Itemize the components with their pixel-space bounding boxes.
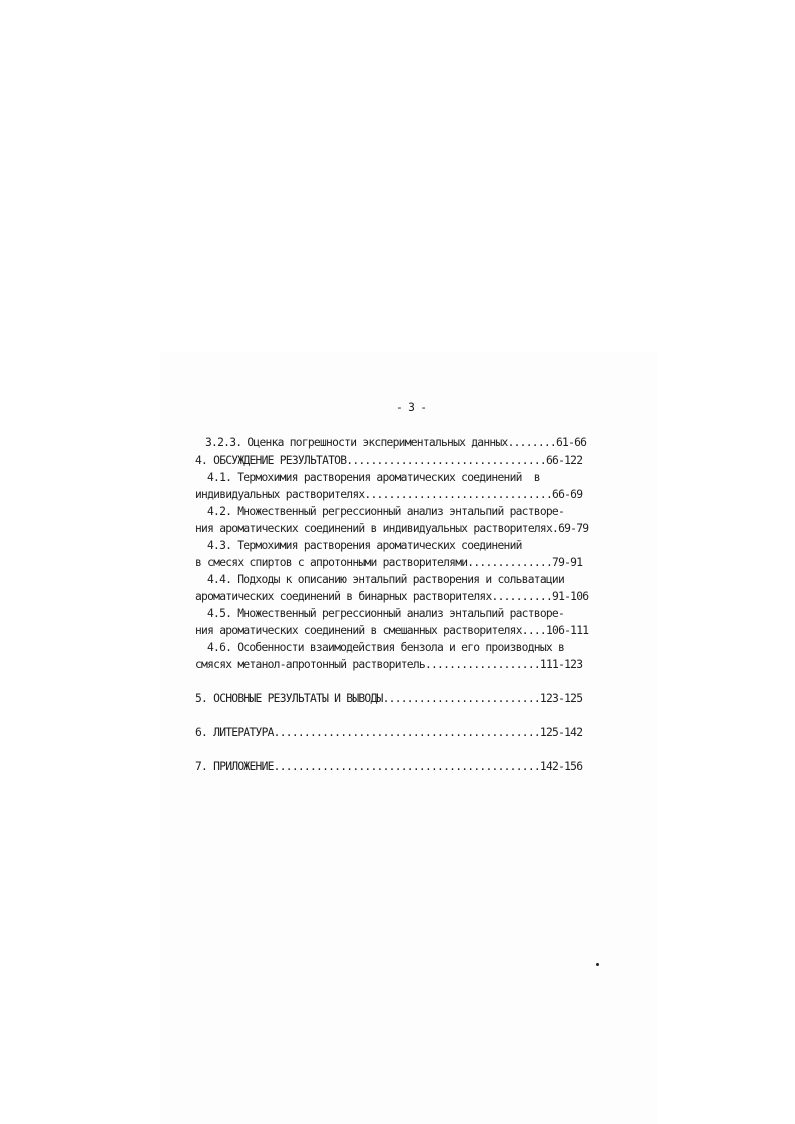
toc-entry-4-4-line1: 4.4. Подходы к описанию энтальпий растворения и сольватации xyxy=(207,573,565,586)
toc-entry-4-5-line2: ния ароматических соединений в смешанных растворителях....106-111 xyxy=(195,624,589,637)
toc-entry-4-4-line2: ароматических соединений в бинарных растворителях..........91-106 xyxy=(195,590,589,603)
scan-speck xyxy=(596,963,599,966)
toc-entry-4-2-line2: ния ароматических соединений в индивидуальных растворителях.69-79 xyxy=(195,522,589,535)
toc-entry-4: 4. ОБСУЖДЕНИЕ РЕЗУЛЬТАТОВ.................................66-122 xyxy=(195,454,583,467)
toc-entry-6: 6. ЛИТЕРАТУРА............................................125-142 xyxy=(195,726,583,739)
toc-entry-5: 5. ОСНОВНЫЕ РЕЗУЛЬТАТЫ И ВЫВОДЫ..........................123-125 xyxy=(195,692,583,705)
toc-entry-4-1-line1: 4.1. Термохимия растворения ароматических соединений в xyxy=(207,471,540,484)
toc-entry-4-2-line1: 4.2. Множественный регрессионный анализ энтальпий растворе- xyxy=(207,505,565,518)
toc-entry-4-6-line1: 4.6. Особенности взаимодействия бензола и его производных в xyxy=(207,641,565,654)
toc-entry-4-1-line2: индивидуальных растворителях...............................66-69 xyxy=(195,488,583,501)
page-number: - 3 - xyxy=(396,401,427,414)
toc-entry-7: 7. ПРИЛОЖЕНИЕ............................................142-156 xyxy=(195,760,583,773)
toc-entry-4-6-line2: смясях метанол-апротонный растворитель...................111-123 xyxy=(195,658,583,671)
toc-entry-4-5-line1: 4.5. Множественный регрессионный анализ энтальпий растворе- xyxy=(207,607,565,620)
toc-entry-4-3-line1: 4.3. Термохимия растворения ароматических соединений xyxy=(207,539,522,552)
toc-entry-4-3-line2: в смесях спиртов с апротонными растворителями..............79-91 xyxy=(195,556,583,569)
toc-entry-3-2-3: 3.2.3. Оценка погрешности экспериментальных данных........61-66 xyxy=(205,436,587,449)
